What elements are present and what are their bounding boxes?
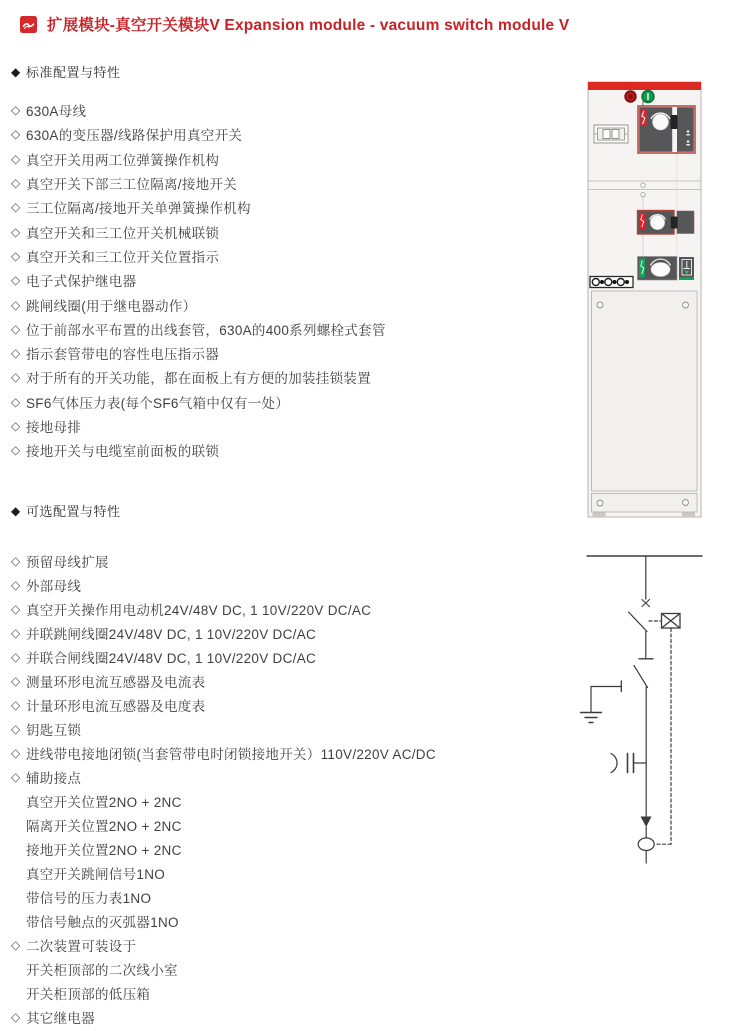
list-item-text: 外部母线 (26, 579, 82, 594)
disconnector-panel (638, 211, 695, 235)
list-item-text: 三工位隔离/接地开关单弹簧操作机构 (26, 201, 251, 217)
list-item (11, 861, 556, 885)
list-item (11, 414, 556, 438)
list-item-text: 接地母排 (26, 420, 82, 435)
list-item (11, 341, 556, 365)
hollow-diamond-icon: ◇ (11, 1010, 21, 1024)
switch-operating-knob (651, 263, 670, 277)
hollow-diamond-icon: ◇ (11, 722, 21, 736)
filled-diamond-icon: ◆ (11, 64, 21, 79)
list-item-text: 对于所有的开关功能，都在面板上有方便的加装挂锁装置 (26, 371, 371, 387)
list-item-text: 隔离开关位置2NO + 2NC (26, 819, 182, 834)
hollow-diamond-icon: ◇ (11, 419, 21, 433)
hollow-diamond-icon: ◇ (11, 103, 21, 118)
list-item (11, 717, 556, 741)
earth-branch (581, 681, 622, 723)
hollow-diamond-icon: ◇ (11, 176, 21, 191)
earthing-switch-panel (638, 257, 695, 281)
hollow-diamond-icon: ◇ (11, 394, 21, 409)
screw-icon (597, 500, 603, 506)
filled-diamond-icon: ◆ (11, 503, 21, 518)
hollow-diamond-icon: ◇ (11, 297, 21, 312)
optional-feature-list (11, 549, 556, 1029)
list-item (11, 813, 556, 837)
list-item (11, 317, 556, 341)
list-item-text: 跳闸线圈(用于继电器动作） (26, 298, 197, 314)
hollow-diamond-icon: ◇ (11, 578, 21, 592)
list-item (11, 549, 556, 573)
list-item-text: SF6气体压力表(每个SF6气箱中仅有一处） (26, 395, 290, 411)
list-item-text: 真空开关位置2NO + 2NC (26, 795, 182, 810)
list-item-text: 并联跳闸线圈24V/48V DC, 1 10V/220V DC/AC (26, 627, 317, 642)
list-item-text: 开关柜顶部的二次线小室 (26, 963, 178, 978)
hollow-diamond-icon: ◇ (11, 346, 21, 361)
list-item-text: 真空开关用两工位弹簧操作机构 (26, 152, 220, 168)
hollow-diamond-icon: ◇ (11, 443, 21, 458)
list-item-text: 带信号触点的灭弧器1NO (26, 915, 179, 930)
list-item (11, 981, 556, 1005)
list-item-text: 带信号的压力表1NO (26, 891, 152, 906)
hollow-diamond-icon: ◇ (11, 127, 21, 142)
list-item-text: 接地开关位置2NO + 2NC (26, 843, 182, 858)
list-item (11, 885, 556, 909)
list-item (11, 597, 556, 621)
hollow-diamond-icon: ◇ (11, 554, 21, 568)
switch-operating-knob (653, 114, 669, 130)
page-title: 扩展模块-真空开关模块V Expansion module - vacuum switch module V (47, 17, 570, 34)
hollow-diamond-icon: ◇ (11, 746, 21, 760)
list-item-text: 真空开关下部三工位隔离/接地开关 (26, 177, 238, 193)
section-title: 可选配置与特性 (26, 504, 121, 519)
page-header (20, 13, 569, 35)
screw-icon (683, 500, 689, 506)
control-link-dashed (655, 629, 672, 845)
list-item (11, 195, 556, 219)
list-item (11, 98, 556, 122)
three-position-switch-blade (634, 666, 648, 688)
list-item (11, 837, 556, 861)
list-item-text: 计量环形电流互感器及电度表 (26, 699, 206, 714)
voltage-indicator-capacitor (611, 754, 646, 773)
list-item-text: 测量环形电流互感器及电流表 (26, 675, 206, 690)
list-item (11, 957, 556, 981)
list-item (11, 669, 556, 693)
hollow-diamond-icon: ◇ (11, 273, 21, 288)
list-item-text: 真空开关跳闸信号1NO (26, 867, 166, 882)
list-item (11, 933, 556, 957)
list-item (11, 122, 556, 146)
hollow-diamond-icon: ◇ (11, 370, 21, 385)
hollow-diamond-icon: ◇ (11, 321, 21, 336)
feeder-arrow (641, 817, 652, 828)
list-item-text: 钥匙互锁 (26, 723, 82, 738)
screw-icon (597, 302, 603, 308)
hollow-diamond-icon: ◇ (11, 224, 21, 239)
list-item-text: 真空开关和三工位开关位置指示 (26, 249, 220, 265)
hollow-diamond-icon: ◇ (11, 698, 21, 712)
list-item (11, 219, 556, 243)
list-item-text: 并联合闸线圈24V/48V DC, 1 10V/220V DC/AC (26, 651, 317, 666)
list-item (11, 621, 556, 645)
hollow-diamond-icon: ◇ (11, 626, 21, 640)
standard-feature-list (11, 98, 556, 462)
list-item (11, 573, 556, 597)
list-item (11, 365, 556, 389)
list-item (11, 765, 556, 789)
list-item (11, 741, 556, 765)
list-item-text: 进线带电接地闭锁(当套管带电时闭锁接地开关）110V/220V AC/DC (26, 747, 436, 762)
list-item (11, 693, 556, 717)
list-item (11, 909, 556, 933)
section-header-standard-config (11, 62, 121, 81)
section-header-optional-config (11, 501, 121, 520)
list-item (11, 645, 556, 669)
list-item-text: 辅助接点 (26, 771, 82, 786)
hollow-diamond-icon: ◇ (11, 674, 21, 688)
hollow-diamond-icon: ◇ (11, 938, 21, 952)
list-item (11, 1005, 556, 1029)
list-item-text: 电子式保护继电器 (26, 274, 137, 290)
list-item-text: 其它继电器 (26, 1011, 95, 1026)
switch-operating-knob (650, 215, 664, 229)
vacuum-switch-panel (638, 106, 695, 153)
list-item (11, 438, 556, 462)
list-item-text: 位于前部水平布置的出线套管，630A的400系列螺栓式套管 (26, 322, 386, 338)
hollow-diamond-icon: ◇ (11, 200, 21, 215)
single-line-diagram (570, 548, 710, 870)
list-item-text: 630A的变压器/线路保护用真空开关 (26, 128, 243, 144)
list-item-text: 指示套管带电的容性电压指示器 (26, 347, 220, 363)
screw-icon (683, 302, 689, 308)
operation-counter (594, 125, 628, 143)
section-title: 标准配置与特性 (26, 65, 121, 80)
current-transformer-symbol (638, 838, 654, 851)
list-item (11, 268, 556, 292)
list-item (11, 292, 556, 316)
list-item-text: 真空开关操作用电动机24V/48V DC, 1 10V/220V DC/AC (26, 603, 372, 618)
list-item (11, 789, 556, 813)
list-item (11, 244, 556, 268)
hollow-diamond-icon: ◇ (11, 248, 21, 263)
list-item-text: 真空开关和三工位开关机械联锁 (26, 225, 220, 241)
list-item (11, 147, 556, 171)
switchgear-cabinet-figure (585, 78, 705, 522)
mimic-contact-strip (590, 277, 633, 288)
list-item-text: 开关柜顶部的低压箱 (26, 987, 151, 1002)
brand-logo-icon (20, 16, 37, 33)
trip-coil-box (662, 614, 681, 629)
list-item-text: 接地开关与电缆室前面板的联锁 (26, 444, 220, 460)
hollow-diamond-icon: ◇ (11, 151, 21, 166)
contact-x-mark (642, 600, 650, 607)
list-item-text: 预留母线扩展 (26, 555, 109, 570)
hollow-diamond-icon: ◇ (11, 770, 21, 784)
list-item (11, 390, 556, 414)
cable-compartment-cover (592, 291, 698, 491)
list-item-text: 630A母线 (26, 104, 87, 120)
cabinet-top-band (588, 82, 701, 90)
hollow-diamond-icon: ◇ (11, 602, 21, 616)
list-item-text: 二次装置可装设于 (26, 939, 137, 954)
vacuum-switch-blade (629, 612, 648, 632)
hollow-diamond-icon: ◇ (11, 650, 21, 664)
list-item (11, 171, 556, 195)
